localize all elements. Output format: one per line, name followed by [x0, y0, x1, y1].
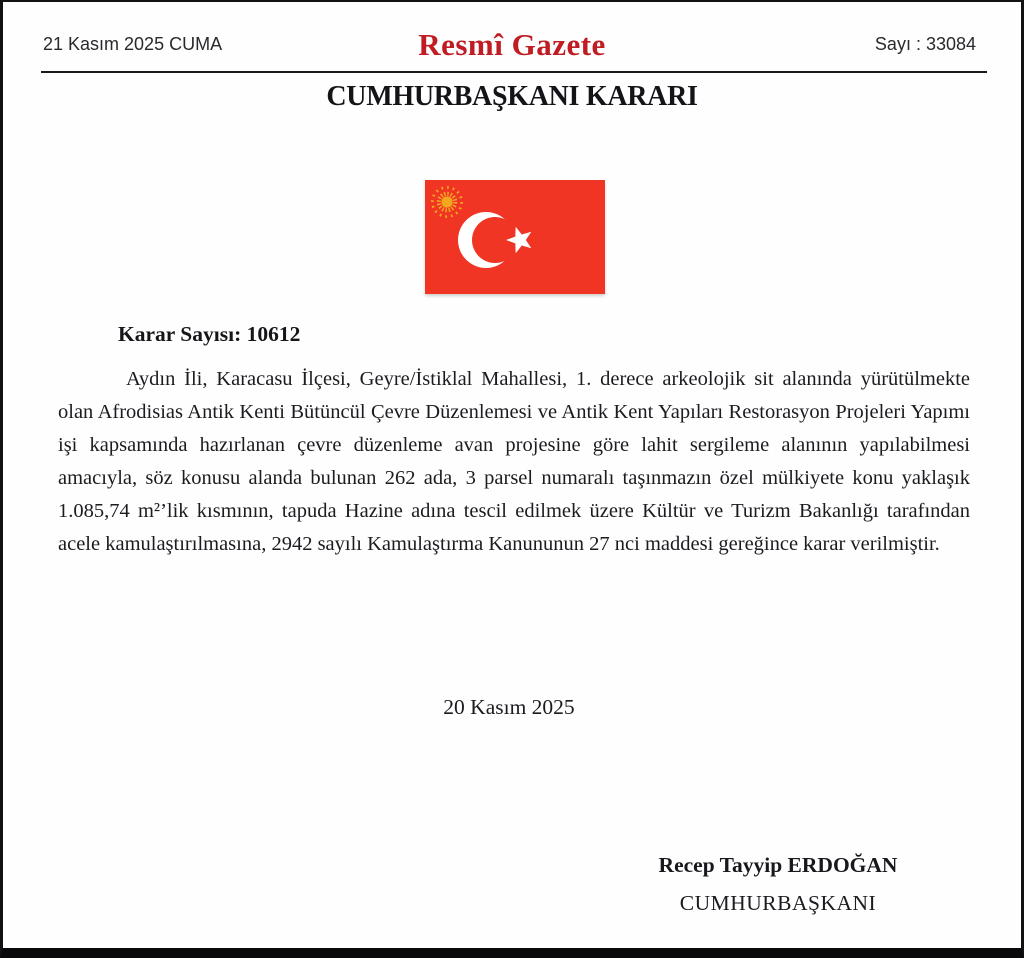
- signatory-title: CUMHURBAŞKANI: [679, 891, 877, 915]
- signatory-name: Recep Tayyip ERDOĞAN: [658, 853, 898, 877]
- issue-number: Sayı : 33084: [874, 34, 976, 54]
- decision-body-text: Aydın İli, Karacasu İlçesi, Geyre/İstiklal Mahallesi, 1. derece arkeolojik sit alanında yürütülmekte olan Afrodisias Antik Kenti Bütüncül Çevre Düzenlemesi ve Antik Kent Yapıları Restorasyon Projeleri Yapımı işi kapsamında hazırlanan çevre düzenleme avan projesine göre lahit sergileme alanının yapılabilmesi amacıyla, söz konusu alanda bulunan 262 ada, 3 parsel numaralı taşınmazın özel mülkiyete konu yaklaşık 1.085,74 m²’lik kısmının, tapuda Hazine adına tescil edilmek üzere Kültür ve Turizm Bakanlığı tarafından acele kamulaştırılmasına, 2942 sayılı Kamulaştırma Kanununun 27 nci maddesi gereğince karar verilmiştir.: [58, 368, 970, 555]
- gazette-title: Resmî Gazete: [418, 27, 606, 62]
- decision-date: 20 Kasım 2025: [443, 695, 575, 719]
- header-divider: [41, 71, 987, 73]
- flag-graphic: [425, 180, 605, 294]
- issue-date: 21 Kasım 2025 CUMA: [43, 34, 223, 54]
- document-title: CUMHURBAŞKANI KARARI: [326, 81, 698, 112]
- signature-block: [659, 853, 898, 916]
- turkish-presidential-flag: [425, 180, 605, 294]
- sun-disc: [441, 196, 452, 207]
- decision-number: Karar Sayısı: 10612: [118, 322, 301, 346]
